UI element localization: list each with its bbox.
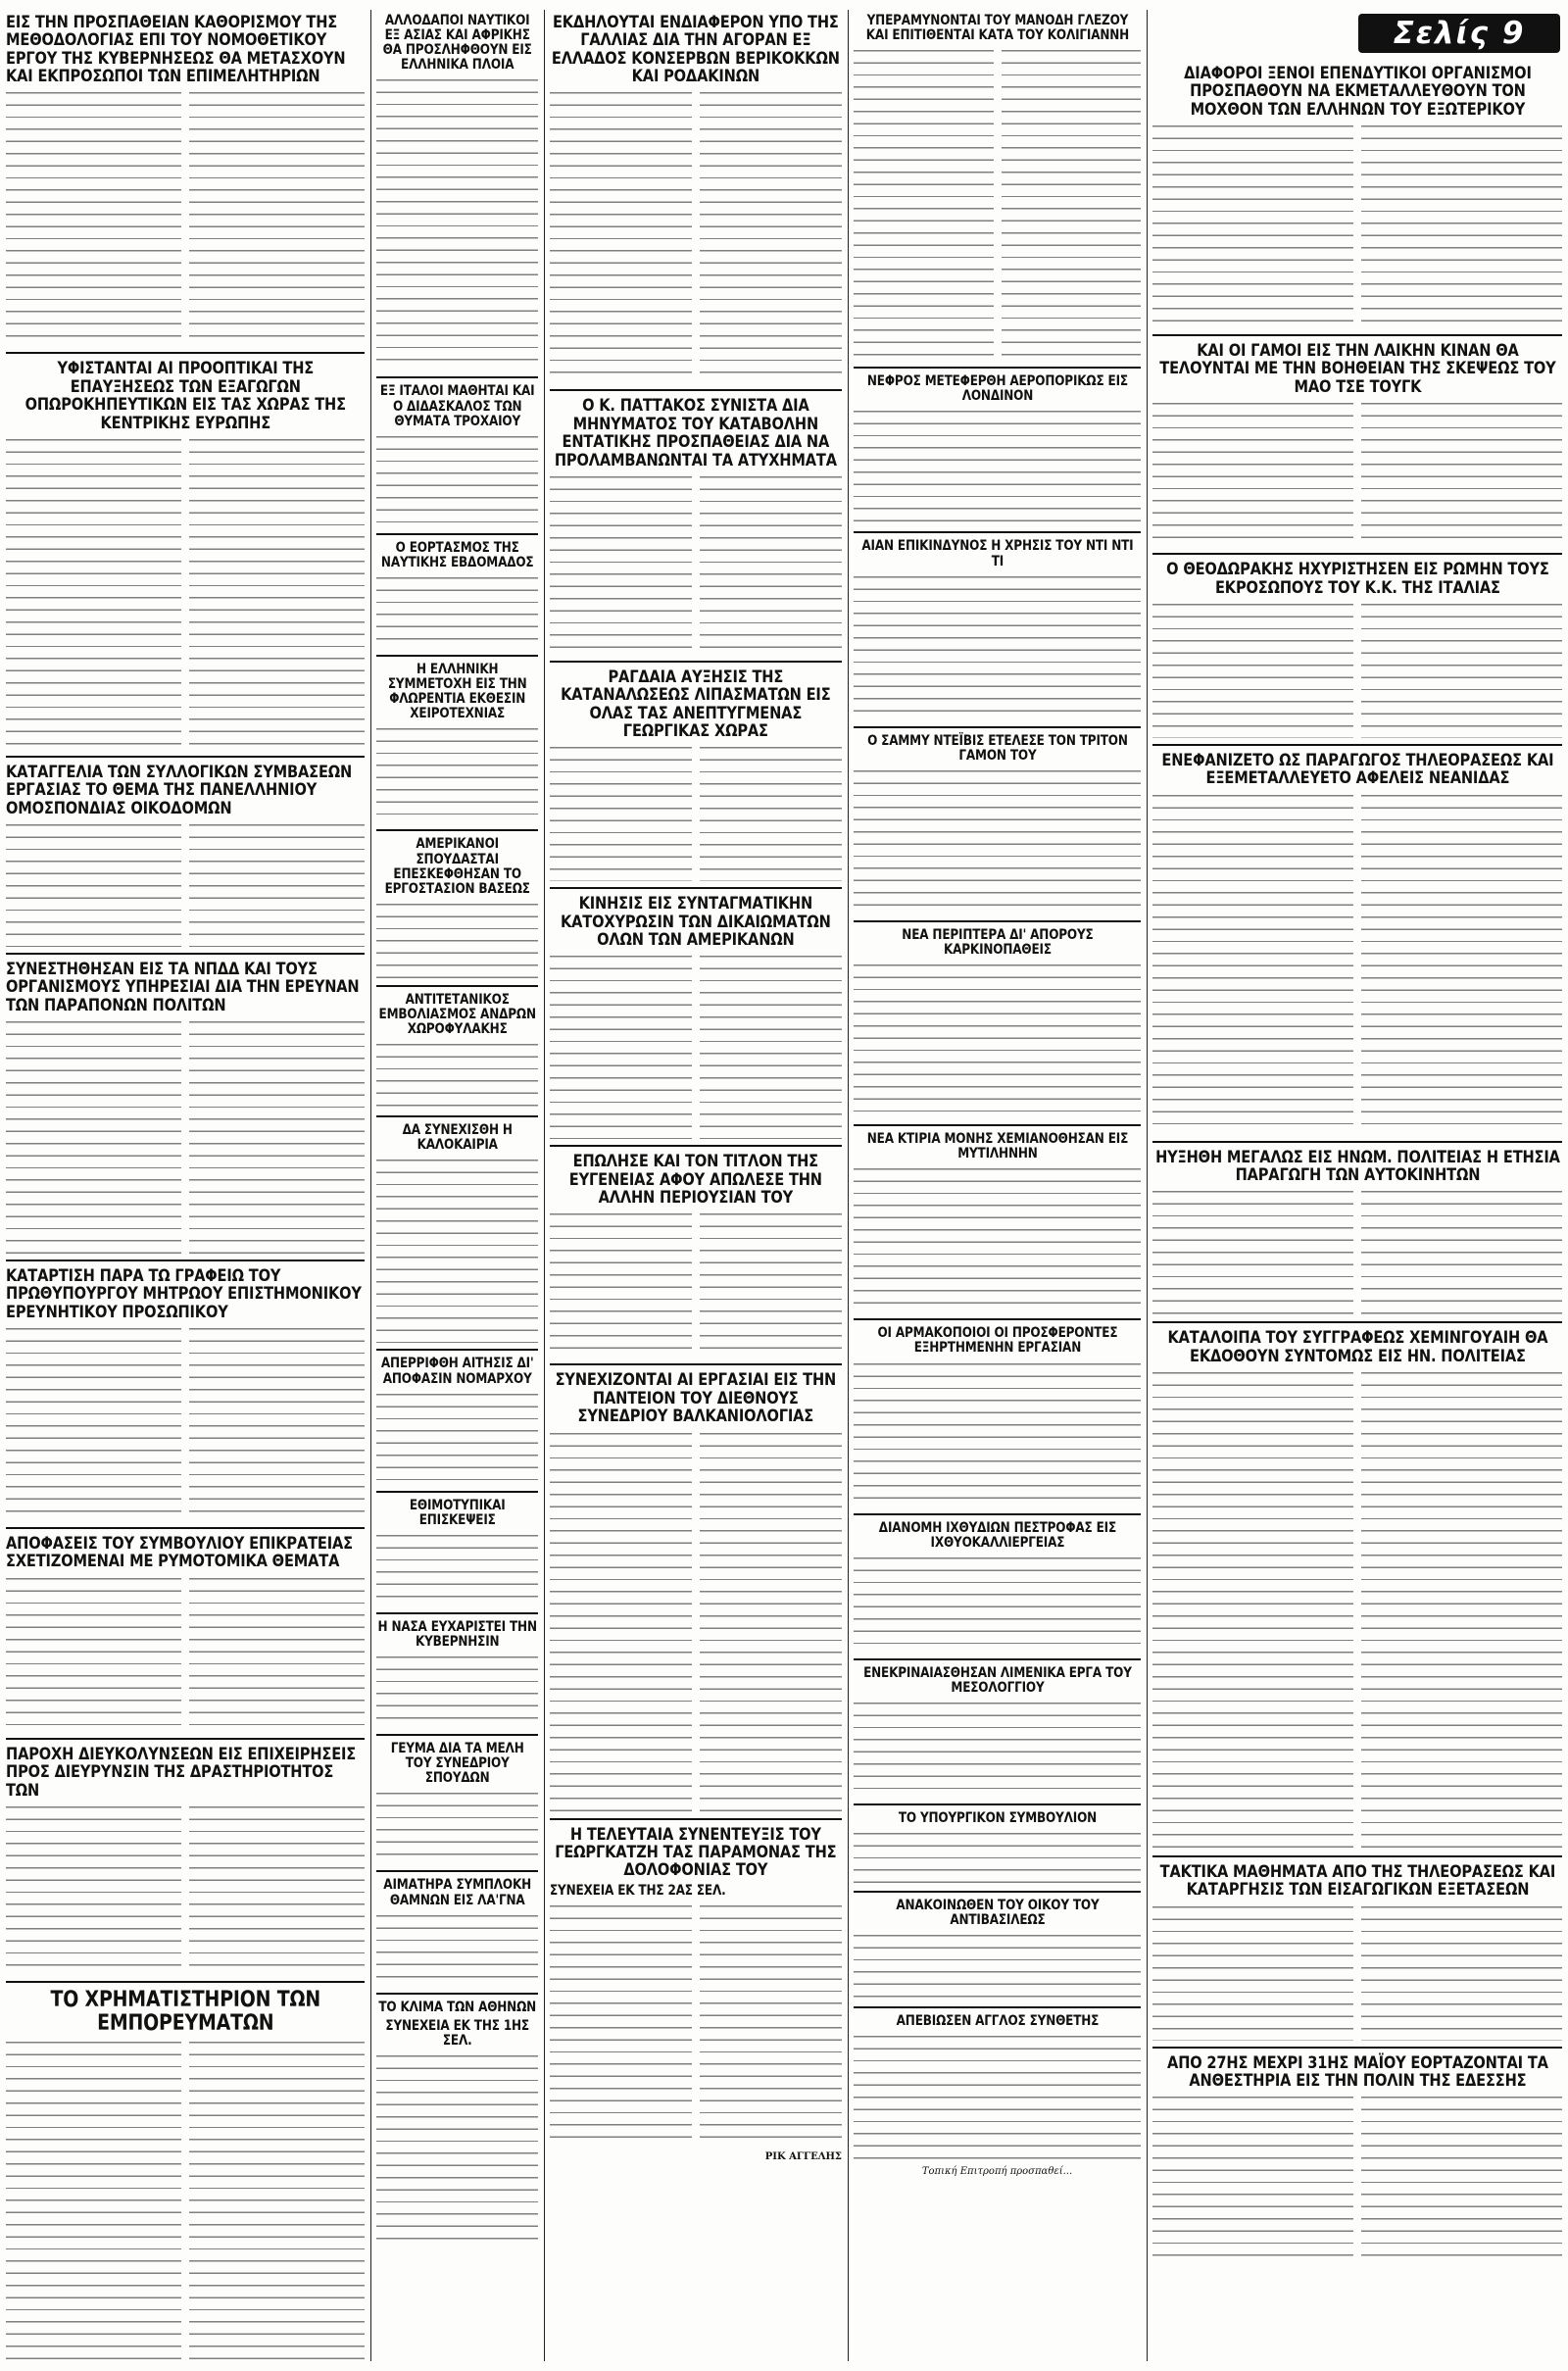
column-rule (848, 10, 849, 2361)
article-body (6, 821, 181, 947)
article-body (189, 1018, 365, 1254)
article-body (376, 433, 538, 527)
article-body (189, 1325, 365, 1521)
article-body (700, 1902, 842, 2148)
article-body (6, 89, 181, 346)
headline: ΚΑΤΑΡΤΙΣΗ ΠΑΡΑ ΤΩ ΓΡΑΦΕΙΩ ΤΟΥ ΠΡΩΘΥΠΟΥΡΓΟΥ ΜΗΤΡΩΟΥ ΕΠΙΣΤΗΜΟΝΙΚΟΥ ΕΡΕΥΝΗΤΙΚΟΥ ΠΡΟΣΩΠΙΚΟΥ (6, 1266, 362, 1322)
headline: ΚΑΤΑΛΟΙΠΑ ΤΟΥ ΣΥΓΓΡΑΦΕΩΣ ΧΕΜΙΝΓΟΥΑΙΗ ΘΑ ΕΚΔΟΘΟΥΝ ΣΥΝΤΟΜΩΣ ΕΙΣ ΗΝ. ΠΟΛΙΤΕΙΑΣ (1167, 1328, 1547, 1366)
article-body (1152, 1369, 1353, 1850)
commodity-table (189, 2039, 365, 2361)
byline: ΡΙΚ ΑΓΓΕΛΗΣ (764, 2150, 842, 2162)
article-body (1002, 47, 1142, 361)
headline: Ο ΕΟΡΤΑΣΜΟΣ ΤΗΣ ΝΑΥΤΙΚΗΣ ΕΒΔΟΜΑΔΟΣ (380, 539, 534, 570)
article-body (376, 1654, 538, 1728)
headline: ΕΘΙΜΟΤΥΠΙΚΑΙ ΕΠΙΣΚΕΨΕΙΣ (409, 1497, 506, 1528)
headline: ΑΠΟ 27ΗΣ ΜΕΧΡΙ 31ΗΣ ΜΑΪΟΥ ΕΟΡΤΑΖΟΝΤΑΙ ΤΑ ΑΝΘΕΣΤΗΡΙΑ ΕΙΣ ΤΗΝ ΠΟΛΙΝ ΤΗΣ ΕΔΕΣΣΗΣ (1166, 2052, 1548, 2092)
article-body (1152, 123, 1353, 328)
article-body (1361, 400, 1562, 547)
article-body (854, 1700, 1141, 1798)
article-body (1361, 123, 1562, 328)
headline: ΕΝΕΚΡΙΝΑΙΑΣΘΗΣΑΝ ΛΙΜΕΝΙΚΑ ΕΡΓΑ ΤΟΥ ΜΕΣΟΛΟΓΓΙΟΥ (862, 1664, 1132, 1696)
article-body (854, 1165, 1141, 1312)
article-body (854, 573, 1141, 720)
headline: ΝΕΑ ΠΕΡΙΠΤΕΡΑ ΔΙ' ΑΠΟΡΟΥΣ ΚΑΡΚΙΝΟΠΑΘΕΙΣ (901, 926, 1094, 958)
headline: ΔΙΑΝΟΜΗ ΙΧΘΥΔΙΩΝ ΠΕΣΤΡΟΦΑΣ ΕΙΣ ΙΧΘΥΟΚΑΛΛΙΕΡΓΕΙΑΣ (878, 1519, 1116, 1551)
headline: ΟΙ ΑΡΜΑΚΟΠΟΙΟΙ ΟΙ ΠΡΟΣΦΕΡΟΝΤΕΣ ΕΞΗΡΤΗΜΕΝΗΝ ΕΡΓΑΣΙΑΝ (877, 1325, 1117, 1357)
article-body (376, 1790, 538, 1864)
column-rule (1147, 10, 1148, 2361)
article-body (6, 436, 181, 750)
article-body (854, 408, 1141, 525)
headline: ΑΠΕΡΡΙΦΘΗ ΑΙΤΗΣΙΣ ΔΙ' ΑΠΟΦΑΣΙΝ ΝΟΜΑΡΧΟΥ (380, 1356, 534, 1387)
column-4 (854, 10, 1141, 2361)
headline: ΕΚΔΗΛΟΥΤΑΙ ΕΝΔΙΑΦΕΡΟΝ ΥΠΟ ΤΗΣ ΓΑΛΛΙΑΣ ΔΙΑ ΤΗΝ ΑΓΟΡΑΝ ΕΞ ΕΛΛΑΔΟΣ ΚΟΝΣΕΡΒΩΝ ΒΕΡΙΚΟΚΚΩΝ ΚΑΙ ΡΟΔΑΚΙΝΩΝ (552, 13, 840, 87)
headline: ΑΠΟΦΑΣΕΙΣ ΤΟΥ ΣΥΜΒΟΥΛΙΟΥ ΕΠΙΚΡΑΤΕΙΑΣ ΣΧΕΤΙΖΟΜΕΝΑΙ ΜΕ ΡΥΜΟΤΟΜΙΚΑ ΘΕΜΑΤΑ (6, 1534, 353, 1572)
section-masthead (1358, 14, 1560, 53)
headline: ΤΟ ΧΡΗΜΑΤΙΣΤΗΡΙΟΝ ΤΩΝ ΕΜΠΟΡΕΥΜΑΤΩΝ (50, 1987, 320, 2036)
headline: ΑΙΑΝ ΕΠΙΚΙΝΔΥΝΟΣ Η ΧΡΗΣΙΣ ΤΟΥ ΝΤΙ ΝΤΙ ΤΙ (860, 538, 1134, 569)
article-body (550, 1210, 692, 1358)
article-body (376, 2052, 538, 2248)
article-body (1152, 1903, 1353, 2041)
headline: ΑΙΜΑΤΗΡΑ ΣΥΜΠΛΟΚΗ ΘΑΜΝΩΝ ΕΙΣ ΛΑ'ΓΝΑ (383, 1877, 531, 1908)
headline: ΤΟ ΥΠΟΥΡΓΙΚΟΝ ΣΥΜΒΟΥΛΙΟΝ (898, 1809, 1097, 1826)
article-body (550, 1430, 692, 1812)
headline: ΚΙΝΗΣΙΣ ΕΙΣ ΣΥΝΤΑΓΜΑΤΙΚΗΝ ΚΑΤΟΧΥΡΩΣΙΝ ΤΩΝ ΔΙΚΑΙΩΜΑΤΩΝ ΟΛΩΝ ΤΩΝ ΑΜΕΡΙΚΑΝΩΝ (561, 894, 831, 951)
article-body (1152, 1188, 1353, 1315)
headline: ΕΙΣ ΤΗΝ ΠΡΟΣΠΑΘΕΙΑΝ ΚΑΘΟΡΙΣΜΟΥ ΤΗΣ ΜΕΘΟΔΟΛΟΓΙΑΣ ΕΠΙ ΤΟΥ ΝΟΜΟΘΕΤΙΚΟΥ ΕΡΓΟΥ ΤΗΣ ΚΥΒΕΡΝΗΣΕΩΣ ΘΑ ΜΕΤΑΣΧΟΥΝ ΚΑΙ ΕΚΠΡΟΣΩΠΟΙ ΤΩΝ ΕΠΙΜΕΛΗΤΗΡΙΩΝ (6, 13, 346, 87)
article-body (376, 1391, 538, 1485)
article-body (1152, 601, 1353, 738)
article-body (550, 1902, 692, 2148)
headline: ΝΕΑ ΚΤΙΡΙΑ ΜΟΝΗΣ ΧΕΜΙΑΝΟΘΗΣΑΝ ΕΙΣ ΜΥΤΙΛΗΝΗΝ (866, 1131, 1128, 1162)
article-body (189, 89, 365, 346)
headline: ΤΑΚΤΙΚΑ ΜΑΘΗΜΑΤΑ ΑΠΟ ΤΗΣ ΤΗΛΕΟΡΑΣΕΩΣ ΚΑΙ ΚΑΤΑΡΓΗΣΙΣ ΤΩΝ ΕΙΣΑΓΩΓΙΚΩΝ ΕΞΕΤΑΣΕΩΝ (1159, 1862, 1555, 1901)
column-1 (6, 10, 365, 2361)
article-body (1152, 792, 1353, 1135)
article-body (854, 1360, 1141, 1507)
continued-label: ΣΥΝΕΧΕΙΑ ΕΚ ΤΗΣ 2ΑΣ ΣΕΛ. (550, 1882, 726, 1899)
headline: Ο ΘΕΟΔΩΡΑΚΗΣ ΗΧΥΡΙΣΤΗΣΕΝ ΕΙΣ ΡΩΜΗΝ ΤΟΥΣ ΕΚΡΟΣΩΠΟΥΣ ΤΟΥ Κ.Κ. ΤΗΣ ΙΤΑΛΙΑΣ (1165, 560, 1549, 598)
article-body (189, 1575, 365, 1732)
headline: Ο ΣΑΜΜΥ ΝΤΕΪΒΙΣ ΕΤΕΛΕΣΕ ΤΟΝ ΤΡΙΤΟΝ ΓΑΜΟΝ ΤΟΥ (866, 732, 1128, 764)
article-body (854, 1932, 1141, 2001)
headline: ΕΞ ΙΤΑΛΟΙ ΜΑΘΗΤΑΙ ΚΑΙ Ο ΔΙΔΑΣΚΑΛΟΣ ΤΩΝ ΘΥΜΑΤΑ ΤΡΟΧΑΙΟΥ (379, 383, 535, 429)
article-body (1361, 1903, 1562, 2041)
article-body (550, 473, 692, 655)
article-body (376, 76, 538, 370)
headline: Ο Κ. ΠΑΤΤΑΚΟΣ ΣΥΝΙΣΤΑ ΔΙΑ ΜΗΝΥΜΑΤΟΣ ΤΟΥ ΚΑΤΑΒΟΛΗΝ ΕΝΤΑΤΙΚΗΣ ΠΡΟΣΠΑΘΕΙΑΣ ΔΙΑ ΝΑ ΠΡΟΛΑΜΒΑΝΩΝΤΑΙ ΤΑ ΑΤΥΧΗΜΑΤΑ (555, 396, 838, 470)
article-body (1152, 2094, 1353, 2260)
column-5 (1152, 61, 1562, 2361)
article-body (6, 1575, 181, 1732)
article-body (376, 901, 538, 979)
article-body (189, 821, 365, 947)
article-body (700, 744, 842, 881)
article-body (1152, 400, 1353, 547)
headline: ΚΑΙ ΟΙ ΓΑΜΟΙ ΕΙΣ ΤΗΝ ΛΑΙΚΗΝ ΚΙΝΑΝ ΘΑ ΤΕΛΟΥΝΤΑΙ ΜΕ ΤΗΝ ΒΟΗΘΕΙΑΝ ΤΗΣ ΣΚΕΨΕΩΣ ΤΟΥ ΜΑΟ ΤΣΕ ΤΟΥΓΚ (1158, 341, 1556, 397)
footnote: Τοπική Επιτροπή προσπαθεί... (921, 2166, 1073, 2178)
article-body (1361, 792, 1562, 1135)
article-body (700, 473, 842, 655)
article-body (376, 1532, 538, 1606)
article-body (700, 89, 842, 383)
headline: ΑΛΛΟΔΑΠΟΙ ΝΑΥΤΙΚΟΙ ΕΞ ΑΣΙΑΣ ΚΑΙ ΑΦΡΙΚΗΣ ΘΑ ΠΡΟΣΛΗΦΘΟΥΝ ΕΙΣ ΕΛΛΗΝΙΚΑ ΠΛΟΙΑ (382, 13, 532, 74)
headline: ΣΥΝΕΧΕΙΑ ΕΚ ΤΗΣ 1ΗΣ ΣΕΛ. (385, 2017, 529, 2049)
article-body (700, 1430, 842, 1812)
article-body (854, 962, 1141, 1118)
headline: ΡΑΓΔΑΙΑ ΑΥΞΗΣΙΣ ΤΗΣ ΚΑΤΑΝΑΛΩΣΕΩΣ ΛΙΠΑΣΜΑΤΩΝ ΕΙΣ ΟΛΑΣ ΤΑΣ ΑΝΕΠΤΥΓΜΕΝΑΣ ΓΕΩΡΓΙΚΑΣ ΧΩΡΑΣ (561, 667, 831, 741)
article-body (189, 436, 365, 750)
commodity-table (6, 2039, 181, 2361)
headline: ΣΥΝΕΣΤΗΘΗΣΑΝ ΕΙΣ ΤΑ ΝΠΔΔ ΚΑΙ ΤΟΥΣ ΟΡΓΑΝΙΣΜΟΥΣ ΥΠΗΡΕΣΙΑΙ ΔΙΑ ΤΗΝ ΕΡΕΥΝΑΝ ΤΩΝ ΠΑΡΑΠΟΝΩΝ ΠΟΛΙΤΩΝ (6, 959, 360, 1015)
article-body (854, 47, 994, 361)
article-body (550, 89, 692, 383)
headline: ΝΕΦΡΟΣ ΜΕΤΕΦΕΡΘΗ ΑΕΡΟΠΟΡΙΚΩΣ ΕΙΣ ΛΟΝΔΙΝΟΝ (866, 373, 1128, 405)
article-body (854, 767, 1141, 914)
article-body (376, 1912, 538, 1987)
article-body (550, 744, 692, 881)
headline: Η ΝΑΣΑ ΕΥΧΑΡΙΣΤΕΙ ΤΗΝ ΚΥΒΕΡΝΗΣΙΝ (377, 1618, 537, 1650)
article-body (854, 1830, 1141, 1885)
headline: ΣΥΝΕΧΙΖΟΝΤΑΙ ΑΙ ΕΡΓΑΣΙΑΙ ΕΙΣ ΤΗΝ ΠΑΝΤΕΙΟΝ ΤΟΥ ΔΙΕΘΝΟΥΣ ΣΥΝΕΔΡΙΟΥ ΒΑΛΚΑΝΙΟΛΟΓΙΑΣ (555, 1370, 837, 1427)
headline: ΔΑ ΣΥΝΕΧΙΣΘΗ Η ΚΑΛΟΚΑΙΡΙΑ (402, 1122, 513, 1154)
headline: ΥΠΕΡΑΜΥΝΟΝΤΑΙ ΤΟΥ ΜΑΝΟΔΗ ΓΛΕΖΟΥ ΚΑΙ ΕΠΙΤΙΘΕΝΤΑΙ ΚΑΤΑ ΤΟΥ ΚΟΛΙΓΙΑΝΝΗ (865, 13, 1129, 44)
article-body (376, 1041, 538, 1110)
headline: Η ΤΕΛΕΥΤΑΙΑ ΣΥΝΕΝΤΕΥΞΙΣ ΤΟΥ ΓΕΩΡΓΚΑΤΖΗ ΤΑΣ ΠΑΡΑΜΟΝΑΣ ΤΗΣ ΔΟΛΟΦΟΝΙΑΣ ΤΟΥ (555, 1824, 837, 1881)
article-body (700, 1210, 842, 1358)
article-body (376, 725, 538, 823)
headline: ΑΜΕΡΙΚΑΝΟΙ ΣΠΟΥΔΑΣΤΑΙ ΕΠΕΣΚΕΦΘΗΣΑΝ ΤΟ ΕΡΓΟΣΤΑΣΙΟΝ ΒΑΣΕΩΣ (384, 836, 530, 897)
headline: ΑΠΕΒΙΩΣΕΝ ΑΓΓΛΟΣ ΣΥΝΘΕΤΗΣ (896, 2013, 1099, 2030)
article-body (376, 1157, 538, 1343)
column-3 (550, 10, 842, 2361)
article-body (854, 2033, 1141, 2160)
article-body (6, 1018, 181, 1254)
headline: Η ΕΛΛΗΝΙΚΗ ΣΥΜΜΕΤΟΧΗ ΕΙΣ ΤΗΝ ΦΛΩΡΕΝΤΙΑ ΕΚΘΕΣΙΝ ΧΕΙΡΟΤΕΧΝΙΑΣ (387, 661, 527, 722)
headline: ΗΥΞΗΘΗ ΜΕΓΑΛΩΣ ΕΙΣ ΗΝΩΜ. ΠΟΛΙΤΕΙΑΣ Η ΕΤΗΣΙΑ ΠΑΡΑΓΩΓΗ ΤΩΝ ΑΥΤΟΚΙΝΗΤΩΝ (1154, 1147, 1560, 1185)
article-body (189, 1803, 365, 1975)
headline: ΠΑΡΟΧΗ ΔΙΕΥΚΟΛΥΝΣΕΩΝ ΕΙΣ ΕΠΙΧΕΙΡΗΣΕΙΣ ΠΡΟΣ ΔΙΕΥΡΥΝΣΙΝ ΤΗΣ ΔΡΑΣΤΗΡΙΟΤΗΤΟΣ ΤΩΝ (6, 1744, 357, 1801)
article-body (550, 953, 692, 1139)
headline: ΓΕΥΜΑ ΔΙΑ ΤΑ ΜΕΛΗ ΤΟΥ ΣΥΝΕΔΡΙΟΥ ΣΠΟΥΔΩΝ (390, 1741, 524, 1787)
headline: ΕΠΩΛΗΣΕ ΚΑΙ ΤΟΝ ΤΙΤΛΟΝ ΤΗΣ ΕΥΓΕΝΕΙΑΣ ΑΦΟΥ ΑΠΩΛΕΣΕ ΤΗΝ ΑΛΛΗΝ ΠΕΡΙΟΥΣΙΑΝ ΤΟΥ (568, 1152, 823, 1209)
headline: ΔΙΑΦΟΡΟΙ ΞΕΝΟΙ ΕΠΕΝΔΥΤΙΚΟΙ ΟΡΓΑΝΙΣΜΟΙ ΠΡΟΣΠΑΘΟΥΝ ΝΑ ΕΚΜΕΤΑΛΛΕΥΘΟΥΝ ΤΟΝ ΜΟΧΘΟΝ ΤΩΝ ΕΛΛΗΝΩΝ ΤΟΥ ΕΞΩΤΕΡΙΚΟΥ (1183, 64, 1532, 120)
article-body (6, 1803, 181, 1975)
column-2 (376, 10, 538, 2361)
article-body (376, 574, 538, 649)
article-body (1361, 2094, 1562, 2260)
headline: ΕΝΕΦΑΝΙΖΕΤΟ ΩΣ ΠΑΡΑΓΩΓΟΣ ΤΗΛΕΟΡΑΣΕΩΣ ΚΑΙ ΕΞΕΜΕΤΑΛΛΕΥΕΤΟ ΑΦΕΛΕΙΣ ΝΕΑΝΙΔΑΣ (1160, 750, 1554, 789)
article-body (6, 1325, 181, 1521)
headline: ΤΟ ΚΛΙΜΑ ΤΩΝ ΑΘΗΝΩΝ (378, 1999, 536, 2015)
headline: ΚΑΤΑΓΓΕΛΙΑ ΤΩΝ ΣΥΛΛΟΓΙΚΩΝ ΣΥΜΒΑΣΕΩΝ ΕΡΓΑΣΙΑΣ ΤΟ ΘΕΜΑ ΤΗΣ ΠΑΝΕΛΛΗΝΙΟΥ ΟΜΟΣΠΟΝΔΙΑΣ ΟΙΚΟΔΟΜΩΝ (6, 762, 353, 818)
headline: ΑΝΤΙΤΕΤΑΝΙΚΟΣ ΕΜΒΟΛΙΑΣΜΟΣ ΑΝΔΡΩΝ ΧΩΡΟΦΥΛΑΚΗΣ (378, 991, 536, 1038)
article-body (1361, 601, 1562, 738)
headline: ΥΦΙΣΤΑΝΤΑΙ ΑΙ ΠΡΟΟΠΤΙΚΑΙ ΤΗΣ ΕΠΑΥΞΗΣΕΩΣ ΤΩΝ ΕΞΑΓΩΓΩΝ ΟΠΩΡΟΚΗΠΕΥΤΙΚΩΝ ΕΙΣ ΤΑΣ ΧΩΡΑΣ ΤΗΣ ΚΕΝΤΡΙΚΗΣ ΕΥΡΩΠΗΣ (24, 359, 346, 433)
article-body (1361, 1369, 1562, 1850)
article-body (700, 953, 842, 1139)
article-body (1361, 1188, 1562, 1315)
article-body (854, 1555, 1141, 1653)
headline: ΑΝΑΚΟΙΝΩΘΕΝ ΤΟΥ ΟΙΚΟΥ ΤΟΥ ΑΝΤΙΒΑΣΙΛΕΩΣ (895, 1898, 1100, 1929)
column-rule (370, 10, 371, 2361)
column-rule (544, 10, 545, 2361)
section-label: Σελίς 9 (1393, 16, 1526, 51)
